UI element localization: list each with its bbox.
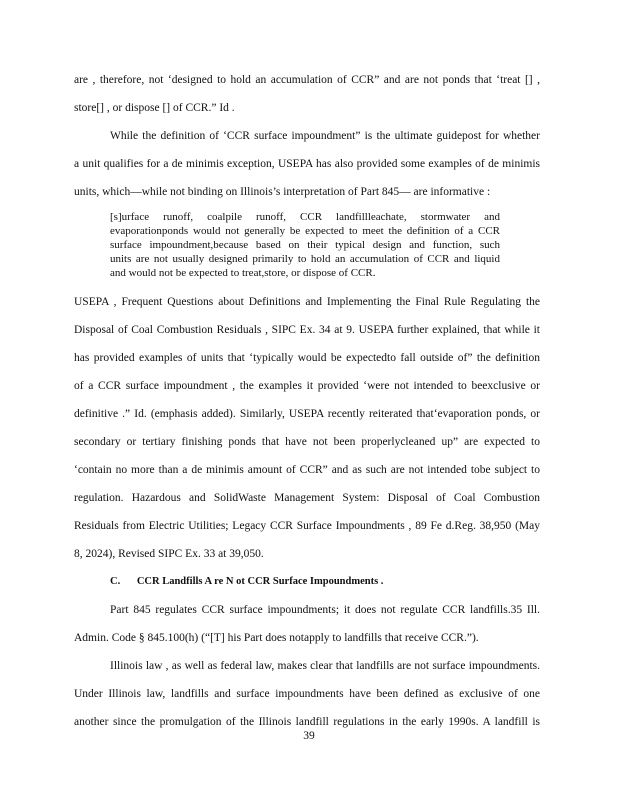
section-heading bbox=[74, 568, 540, 596]
quote-line: units are not usually designed primarily to hold an accumulation of CCR and liquid bbox=[110, 253, 500, 265]
text-line: secondary or tertiary finishing ponds that have not been properlycleaned up” are expected to bbox=[74, 436, 540, 448]
text-line: Illinois law , as well as federal law, makes clear that landfills are not surface impoundments. bbox=[110, 660, 540, 672]
paragraph-part-845 bbox=[74, 596, 540, 652]
quote-line: and would not be expected to treat,store, or dispose of CCR. bbox=[110, 267, 376, 279]
text-line: a unit qualifies for a de minimis exception, USEPA has also provided some examples of de minimis bbox=[74, 158, 540, 170]
paragraph-illinois-law bbox=[74, 652, 540, 736]
paragraph-continuation bbox=[74, 66, 540, 122]
text-line: has provided examples of units that ‘typically would be expectedto fall outside of” the definition bbox=[74, 352, 540, 364]
text-line: of a CCR surface impoundment , the examples it provided ‘were not intended to beexclusive or bbox=[74, 380, 540, 392]
text-line: Residuals from Electric Utilities; Legacy CCR Surface Impoundments , 89 Fe d.Reg. 38,950 (May bbox=[74, 520, 540, 532]
paragraph-citation bbox=[74, 288, 540, 568]
text-line: definitive .” Id. (emphasis added). Similarly, USEPA recently reiterated that‘evaporation ponds, or bbox=[74, 408, 540, 420]
text-line: Admin. Code § 845.100(h) (“[T] his Part does notapply to landfills that receive CCR.”). bbox=[74, 632, 479, 644]
quote-line: evaporationponds would not generally be expected to meet the definition of a CCR bbox=[110, 225, 500, 237]
text-line: regulation. Hazardous and SolidWaste Management System: Disposal of Coal Combustion bbox=[74, 492, 540, 504]
text-line: Under Illinois law, landfills and surface impoundments have been defined as exclusive of one bbox=[74, 688, 540, 700]
text-line: ‘contain no more than a de minimis amount of CCR” and as such are not intended tobe subject to bbox=[74, 464, 540, 476]
text-line: USEPA , Frequent Questions about Definitions and Implementing the Final Rule Regulating the bbox=[74, 296, 540, 308]
page-number: 39 bbox=[303, 730, 315, 742]
text-line: While the definition of ‘CCR surface impoundment” is the ultimate guidepost for whether bbox=[110, 130, 540, 142]
text-line: units, which—while not binding on Illinois’s interpretation of Part 845— are informative : bbox=[74, 186, 491, 198]
text-line: store[] , or dispose [] of CCR.” Id . bbox=[74, 102, 235, 114]
quote-line: surface impoundment,because based on their typical design and function, such bbox=[110, 239, 500, 251]
heading-letter: C. bbox=[110, 576, 121, 587]
quote-line: [s]urface runoff, coalpile runoff, CCR landfillleachate, stormwater and bbox=[110, 211, 500, 223]
text-line: are , therefore, not ‘designed to hold an accumulation of CCR” and are not ponds that ‘treat [] , bbox=[74, 74, 540, 86]
text-line: Part 845 regulates CCR surface impoundments; it does not regulate CCR landfills.35 Ill. bbox=[110, 604, 540, 616]
text-line: 8, 2024), Revised SIPC Ex. 33 at 39,050. bbox=[74, 548, 264, 560]
heading-text: CCR Landfills A re N ot CCR Surface Impoundments . bbox=[136, 576, 384, 587]
block-quote bbox=[110, 210, 500, 280]
text-line: another since the promulgation of the Illinois landfill regulations in the early 1990s. A landfill is bbox=[74, 716, 540, 728]
text-line: Disposal of Coal Combustion Residuals , SIPC Ex. 34 at 9. USEPA further explained, that while it bbox=[74, 324, 540, 336]
paragraph-definition bbox=[74, 122, 540, 206]
